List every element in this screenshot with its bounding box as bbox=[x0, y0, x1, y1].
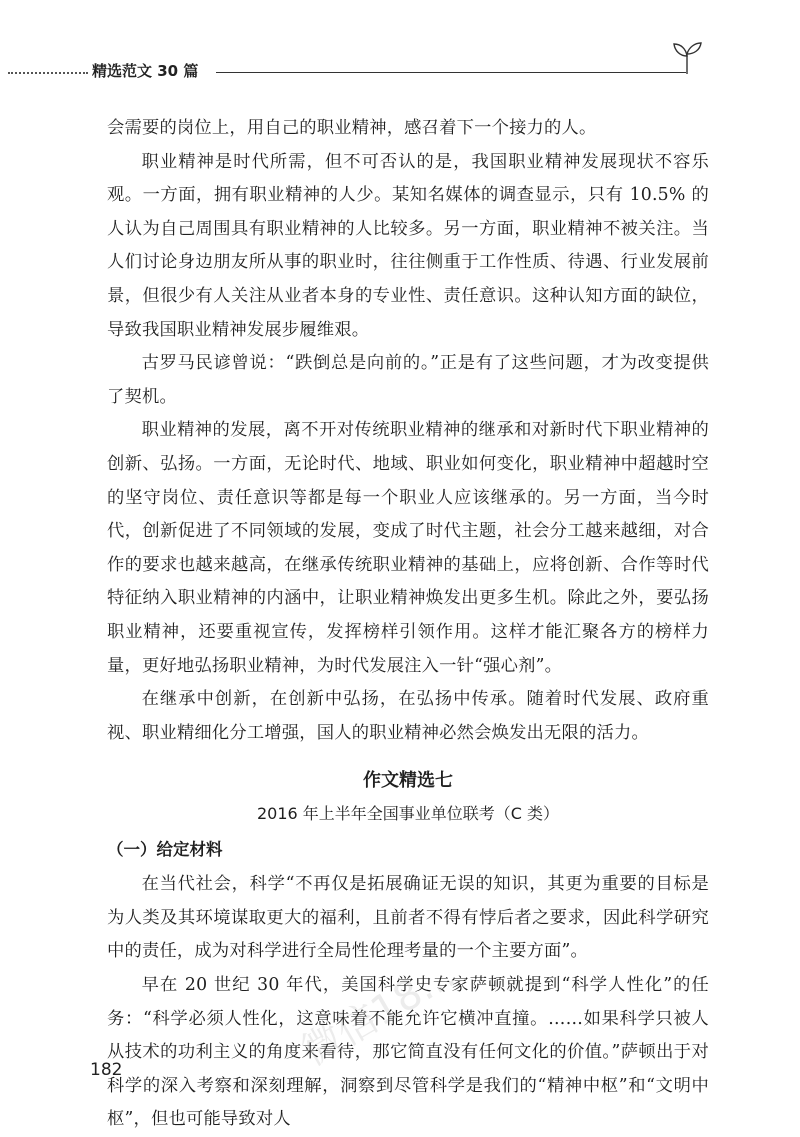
paragraph: 职业精神的发展，离不开对传统职业精神的继承和对新时代下职业精神的创新、弘扬。一方面，无论时代、地域、职业如何变化，职业精神中超越时空的坚守岗位、责任意识等都是每一个职业人应该继承的。另一方面，当今时代，创新促进了不同领域的发展，变成了时代主题，社会分工越来越细，对合作的要求也越来越高，在继承传统职业精神的基础上，应将创新、合作等时代特征纳入职业精神的内涵中，让职业精神焕发出更多生机。除此之外，要弘扬职业精神，还要重视宣传，发挥榜样引领作用。这样才能汇聚各方的榜样力量，更好地弘扬职业精神，为时代发展注入一针“强心剂”。 bbox=[107, 420, 709, 676]
sub-heading: （一）给定材料 bbox=[107, 840, 223, 860]
section-subtitle: 2016 年上半年全国事业单位联考（C 类） bbox=[256, 804, 560, 824]
header-title: 精选范文 30 篇 bbox=[92, 62, 199, 80]
watermark: 微信18... bbox=[294, 950, 464, 1076]
paragraph: 早在 20 世纪 30 年代，美国科学史专家萨顿就提到“科学人性化”的任务：“科学必须人性化，这意味着不能允许它横冲直撞。……如果科学只被人从技术的功利主义的角度来看待，那它简直没有任何文化的价值。”萨顿出于对科学的深入考察和深刻理解，洞察到尽管科学是我们的“精神中枢”和“文明中枢”，但也可能导致对人 bbox=[107, 975, 709, 1130]
paragraph: 在当代社会，科学“不再仅是拓展确证无误的知识，其更为重要的目标是为人类及其环境谋取更大的福利，且前者不得有悖后者之要求，因此科学研究中的责任，成为对科学进行全局性伦理考量的一个主要方面”。 bbox=[107, 874, 709, 962]
running-header bbox=[0, 54, 800, 90]
sprout-icon bbox=[670, 40, 704, 76]
paragraph: 在继承中创新，在创新中弘扬，在弘扬中传承。随着时代发展、政府重视、职业精细化分工增强，国人的职业精神必然会焕发出无限的活力。 bbox=[107, 689, 709, 743]
header-dotted-rule bbox=[8, 72, 88, 74]
section-title: 作文精选七 bbox=[363, 770, 453, 792]
page-number: 182 bbox=[90, 1060, 123, 1080]
paragraph: 古罗马民谚曾说：“跌倒总是向前的。”正是有了这些问题，才为改变提供了契机。 bbox=[107, 353, 709, 407]
header-rule bbox=[216, 72, 686, 73]
paragraph: 会需要的岗位上，用自己的职业精神，感召着下一个接力的人。 bbox=[107, 118, 597, 138]
paragraph: 职业精神是时代所需，但不可否认的是，我国职业精神发展现状不容乐观。一方面，拥有职业精神的人少。某知名媒体的调查显示，只有 10.5% 的人认为自己周围具有职业精神的人比较多。另一方面，职业精神不被关注。当人们讨论身边朋友所从事的职业时，往往侧重于工作性质、待遇、行业发展前景，但很少有人关注从业者本身的专业性、责任意识。这种认知方面的缺位，导致我国职业精神发展步履维艰。 bbox=[107, 151, 709, 340]
